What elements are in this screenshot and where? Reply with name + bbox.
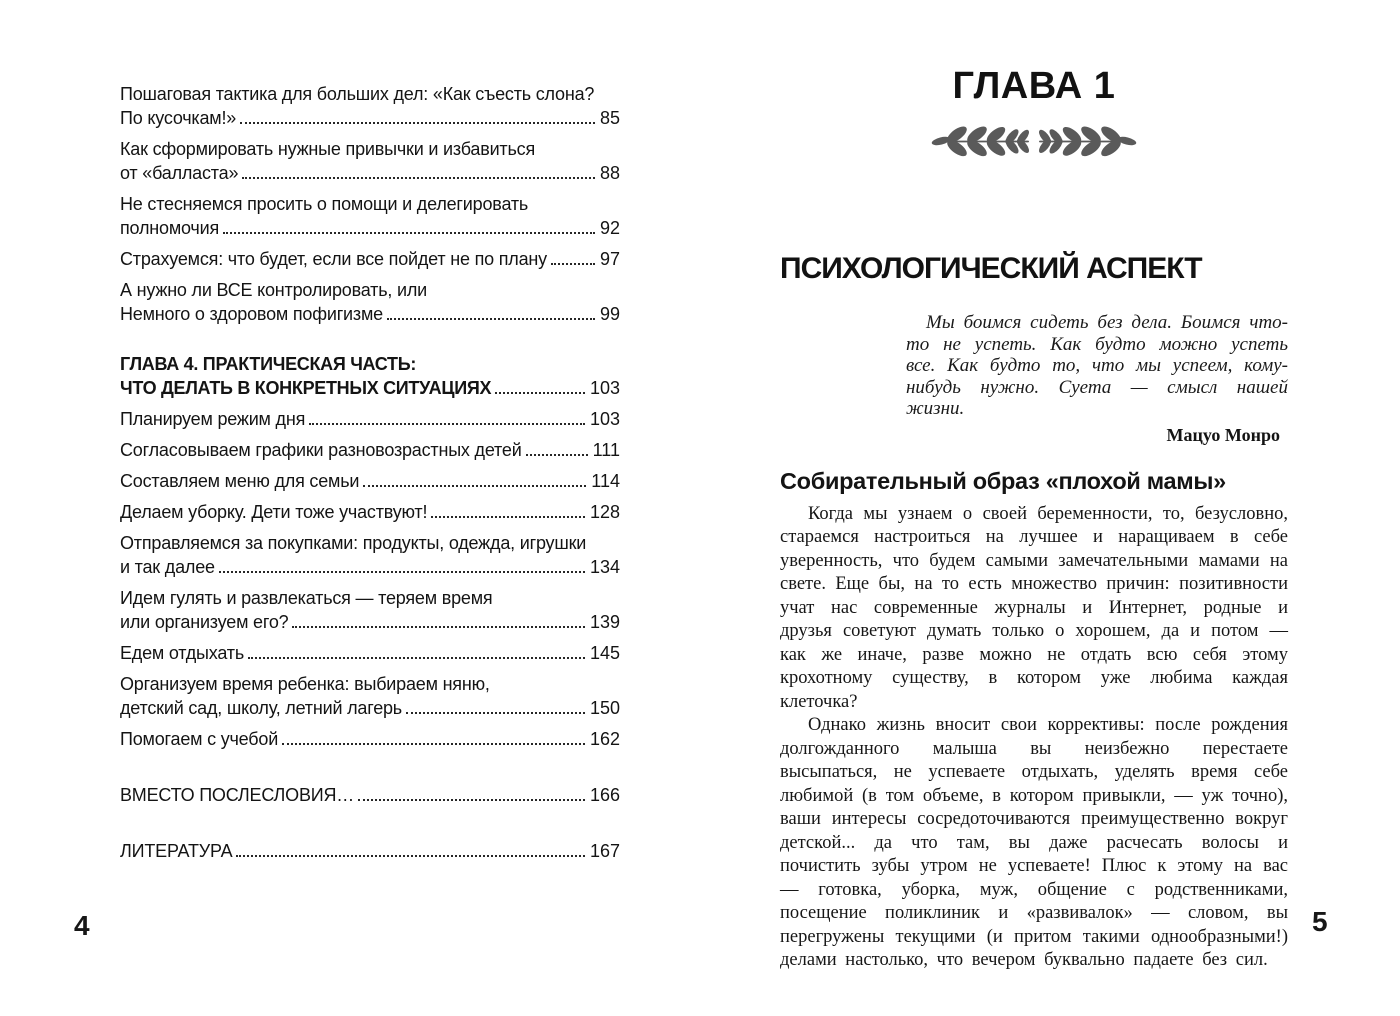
toc-page-ref: 97: [599, 249, 620, 269]
toc-dot-leader: [282, 743, 585, 745]
body-paragraph: Однако жизнь вносит свои коррективы: после рождения долгожданного малыша вы неизбежно перестаете высыпаться, не успеваете отдыхать, уделять время себе любимой (в том объеме, в котором привыкли, — уж точно), ваши интересы сосредоточиваются преимущественно вокруг детской... да что там, вы даже расчесать волосы и почистить зубы утром не успеваете! Плюс к этому на вас — готовка, уборка, муж, общение с родственниками, посещение поликлиник и «развивалок» — словом, вы перегружены текущими (и притом такими однообразными!) делами настолько, что вечером буквально падаете без сил.: [780, 715, 1288, 970]
toc-entry-title: или организуем его?: [120, 612, 289, 632]
toc-entry-row: [120, 469, 620, 493]
table-of-contents: [120, 82, 620, 863]
toc-dot-leader: [431, 516, 585, 518]
body-paragraph: Когда мы узнаем о своей беременности, то, безусловно, стараемся настроиться на лучшее и наращиваем в себе уверенность, что будем самыми замечательными мамами на свете. Еще бы, на то есть множество причин: позитивности учат нас современные журналы и Интернет, родные и друзья советуют думать только о хорошем, да и потом — как же иначе, разве можно не отдать всю себя этому крохотному существу, в котором уже любима каждая клеточка?: [780, 503, 1288, 712]
toc-entry: [120, 500, 620, 524]
toc-entry-row: [120, 610, 620, 634]
toc-dot-leader: [236, 855, 585, 857]
toc-entry-line: ГЛАВА 4. ПРАКТИЧЕСКАЯ ЧАСТЬ:: [120, 354, 417, 374]
toc-entry-line: А нужно ли ВСЕ контролировать, или: [120, 280, 428, 300]
toc-entry-title: Согласовываем графики разновозрастных детей: [120, 440, 522, 460]
toc-entry-row: [120, 106, 620, 130]
toc-page-ref: 145: [589, 643, 620, 663]
toc-entry-row: [120, 247, 620, 271]
toc-entry-row: [120, 783, 620, 807]
epigraph: [780, 312, 1288, 447]
toc-page-ref: 167: [589, 841, 620, 861]
toc-page-ref: 111: [592, 440, 620, 460]
toc-entry-title: Помогаем с учебой: [120, 729, 279, 749]
toc-entry-row: [120, 555, 620, 579]
epigraph-text: Мы боимся сидеть без дела. Боимся что-то не успеть. Как будто можно успеть все. Как будто то, что мы успеем, кому-нибудь нужно. Суета — смысл нашей жизни.: [906, 312, 1288, 419]
toc-dot-leader: [387, 318, 595, 320]
toc-entry-title: Планируем режим дня: [120, 409, 306, 429]
toc-page-ref: 92: [599, 218, 620, 238]
toc-entry-row: [120, 696, 620, 720]
toc-entry-title: ВМЕСТО ПОСЛЕСЛОВИЯ…: [120, 785, 355, 805]
laurel-ornament-icon: [780, 124, 1288, 160]
toc-page: [120, 82, 620, 870]
toc-entry-row: [120, 407, 620, 431]
toc-entry-title: Составляем меню для семьи: [120, 471, 360, 491]
toc-dot-leader: [219, 571, 585, 573]
toc-entry-title: Едем отдыхать: [120, 643, 245, 663]
toc-entry: [120, 783, 620, 807]
chapter-page: [780, 64, 1288, 973]
toc-entry: [120, 641, 620, 665]
toc-entry-row: [120, 500, 620, 524]
toc-entry-title: ЧТО ДЕЛАТЬ В КОНКРЕТНЫХ СИТУАЦИЯХ: [120, 378, 492, 398]
toc-entry: [120, 438, 620, 462]
toc-dot-leader: [358, 799, 585, 801]
toc-entry: [120, 839, 620, 863]
toc-entry-row: [120, 641, 620, 665]
toc-entry-line: Пошаговая тактика для больших дел: «Как съесть слона?: [120, 84, 595, 104]
toc-entry-line: Не стесняемся просить о помощи и делегировать: [120, 194, 529, 214]
toc-page-ref: 99: [599, 304, 620, 324]
toc-entry-row: [120, 438, 620, 462]
toc-entry-row: [120, 727, 620, 751]
toc-entry-title: По кусочкам!»: [120, 108, 237, 128]
toc-page-ref: 166: [589, 785, 620, 805]
toc-page-ref: 103: [589, 409, 620, 429]
toc-dot-leader: [248, 657, 585, 659]
toc-entry: [120, 278, 620, 326]
toc-dot-leader: [406, 712, 585, 714]
page-number-left: 4: [74, 910, 89, 941]
page-number-right: 5: [1312, 906, 1327, 937]
toc-entry-row: [120, 302, 620, 326]
toc-entry: [120, 469, 620, 493]
toc-page-ref: 134: [589, 557, 620, 577]
toc-entry-title: детский сад, школу, летний лагерь: [120, 698, 402, 718]
toc-entry-line: Идем гулять и развлекаться — теряем время: [120, 588, 493, 608]
toc-entry: [120, 192, 620, 240]
toc-entry-title: Делаем уборку. Дети тоже участвуют!: [120, 502, 428, 522]
toc-dot-leader: [551, 263, 595, 265]
toc-page-ref: 128: [589, 502, 620, 522]
toc-dot-leader: [526, 454, 588, 456]
toc-entry: [120, 137, 620, 185]
toc-page-ref: 162: [589, 729, 620, 749]
epigraph-author: Мацуо Монро: [1166, 424, 1280, 445]
toc-page-ref: 88: [599, 163, 620, 183]
toc-entry-title: от «балласта»: [120, 163, 239, 183]
chapter-title: ГЛАВА 1: [952, 65, 1116, 107]
toc-entry-row: [120, 216, 620, 240]
toc-dot-leader: [495, 392, 585, 394]
toc-entry-row: [120, 839, 620, 863]
subheading: Собирательный образ «плохой мамы»: [780, 467, 1226, 494]
toc-entry: [120, 352, 620, 400]
toc-page-ref: 114: [591, 471, 620, 491]
toc-entry: [120, 407, 620, 431]
toc-dot-leader: [309, 423, 585, 425]
toc-page-ref: 139: [589, 612, 620, 632]
toc-entry-title: и так далее: [120, 557, 215, 577]
toc-entry: [120, 727, 620, 751]
section-heading: ПСИХОЛОГИЧЕСКИЙ АСПЕКТ: [780, 252, 1202, 285]
toc-page-ref: 85: [599, 108, 620, 128]
body-text: [780, 503, 1288, 973]
toc-dot-leader: [363, 485, 586, 487]
toc-entry: [120, 586, 620, 634]
toc-dot-leader: [223, 232, 595, 234]
toc-entry-title: полномочия: [120, 218, 219, 238]
toc-entry: [120, 247, 620, 271]
toc-entry-row: [120, 161, 620, 185]
toc-dot-leader: [242, 177, 595, 179]
toc-entry: [120, 672, 620, 720]
toc-entry-line: Организуем время ребенка: выбираем няню,: [120, 674, 490, 694]
toc-entry: [120, 531, 620, 579]
toc-entry-line: Отправляемся за покупками: продукты, одежда, игрушки: [120, 533, 587, 553]
toc-entry-row: [120, 376, 620, 400]
toc-page-ref: 150: [589, 698, 620, 718]
toc-entry-title: ЛИТЕРАТУРА: [120, 841, 233, 861]
toc-entry-title: Немного о здоровом пофигизме: [120, 304, 383, 324]
toc-entry-line: Как сформировать нужные привычки и избавиться: [120, 139, 536, 159]
toc-dot-leader: [240, 122, 595, 124]
toc-dot-leader: [292, 626, 585, 628]
toc-entry-title: Страхуемся: что будет, если все пойдет не по плану: [120, 249, 547, 269]
toc-entry: [120, 82, 620, 130]
toc-page-ref: 103: [589, 378, 620, 398]
